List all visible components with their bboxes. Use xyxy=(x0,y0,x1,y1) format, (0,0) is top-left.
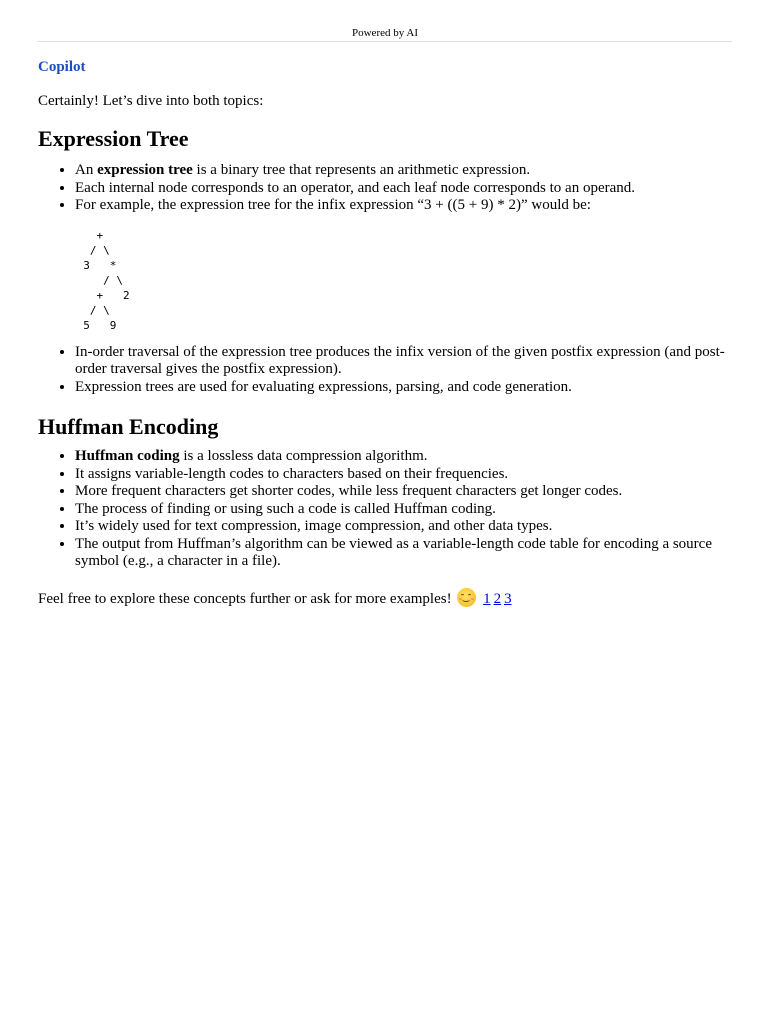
reference-link-2[interactable]: 2 xyxy=(493,590,502,607)
list-item xyxy=(75,162,732,180)
expression-tree-diagram: + / \ 3 * / \ + 2 / \ 5 9 xyxy=(83,228,130,332)
expression-tree-heading: Expression Tree xyxy=(38,126,189,151)
list-item: • It’s widely used for text compression, image compression, and other data types. xyxy=(75,518,732,536)
list-item: • More frequent characters get shorter codes, while less frequent characters get longer codes. xyxy=(75,483,732,501)
list-item: • For example, the expression tree for the infix expression “3 + ((5 + 9) * 2)” would be: xyxy=(75,197,732,215)
list-item: • The process of finding or using such a code is called Huffman coding. xyxy=(75,501,732,519)
list-item: • The output from Huffman’s algorithm can be viewed as a variable-length code table for encoding a source symbol (e.g., a character in a file). xyxy=(75,536,732,571)
bullet-text-post: is a binary tree that represents an arithmetic expression. xyxy=(192,162,531,178)
author-name: Copilot xyxy=(38,59,86,75)
list-item: • It assigns variable-length codes to characters based on their frequencies. xyxy=(75,466,732,484)
huffman-list xyxy=(38,448,732,571)
reference-link-1[interactable]: 1 xyxy=(483,590,491,607)
list-item: • Each internal node corresponds to an operator, and each leaf node corresponds to an operand. xyxy=(75,180,732,198)
huffman-encoding-heading: Huffman Encoding xyxy=(38,414,219,439)
list-item: • In-order traversal of the expression tree produces the infix version of the given postfix expression (and post-order traversal gives the postfix expression). xyxy=(75,344,732,379)
list-item: • Expression trees are used for evaluating expressions, parsing, and code generation. xyxy=(75,379,732,397)
intro-text: Certainly! Let’s dive into both topics: xyxy=(38,93,264,109)
expression-tree-list-continued xyxy=(38,344,732,397)
closing-text xyxy=(38,588,732,608)
bullet-text-post: is a lossless data compression algorithm. xyxy=(179,448,428,464)
powered-by-header xyxy=(38,25,732,42)
bold-term: Huffman coding xyxy=(75,448,180,464)
smiling-face-icon xyxy=(457,588,476,607)
bullet-text-pre: An xyxy=(75,162,98,178)
list-item xyxy=(75,448,732,466)
chat-message xyxy=(38,58,732,608)
closing-sentence: Feel free to explore these concepts further or ask for more examples! xyxy=(38,590,456,607)
bold-term: expression tree xyxy=(97,162,193,178)
expression-tree-list xyxy=(38,162,732,215)
reference-link-3[interactable]: 3 xyxy=(504,590,512,607)
powered-by-label: Powered by AI xyxy=(352,27,418,39)
